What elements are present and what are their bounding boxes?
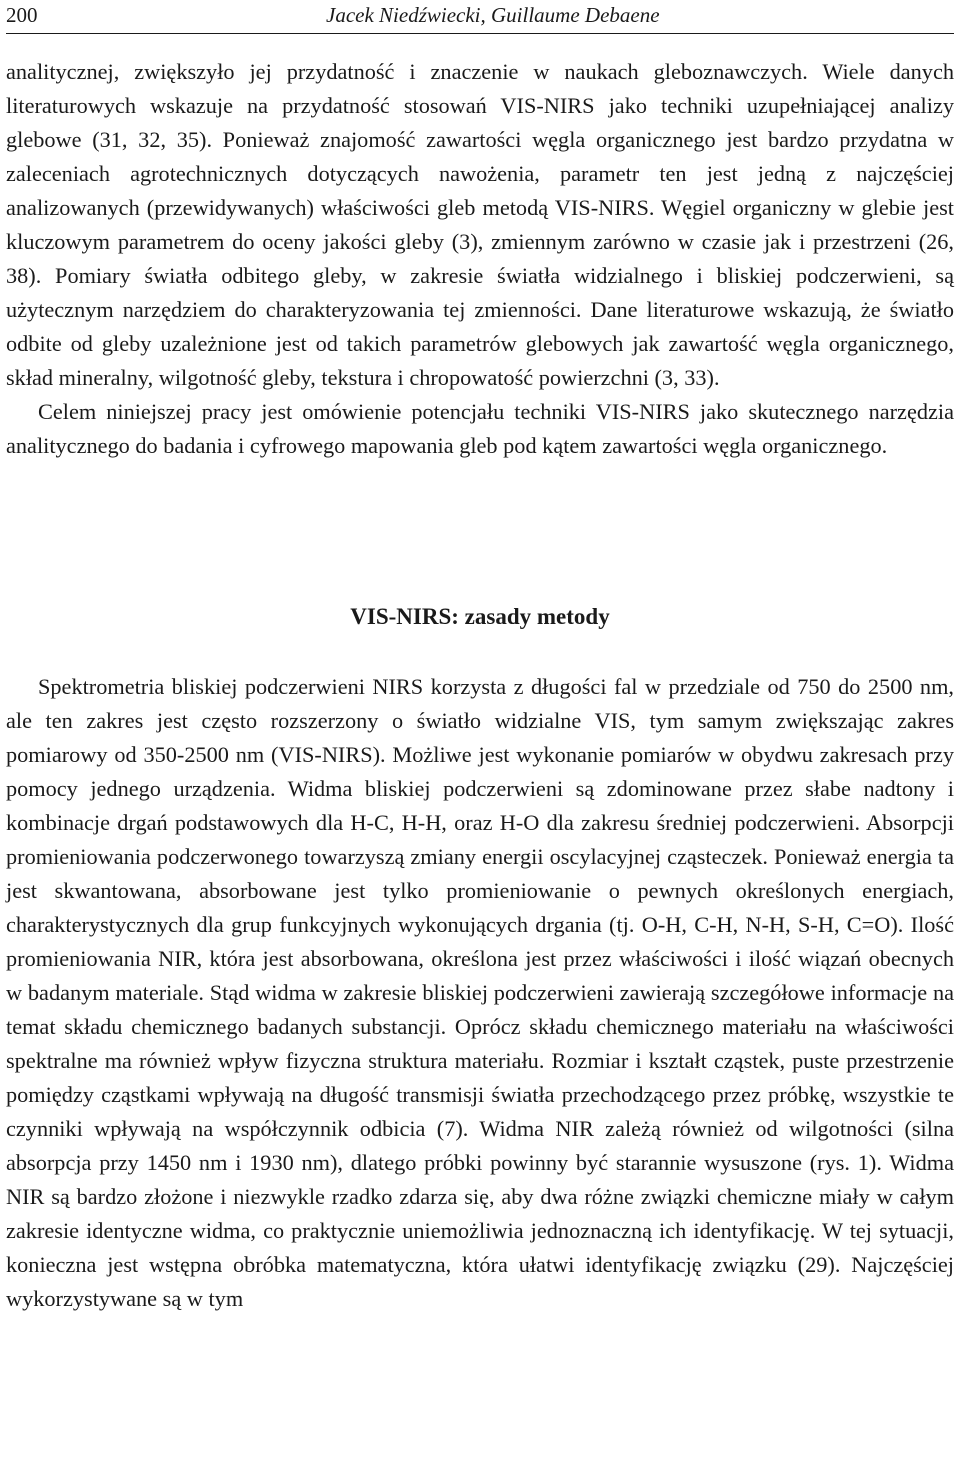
running-head-authors: Jacek Niedźwiecki, Guillaume Debaene xyxy=(326,3,660,27)
header-rule xyxy=(6,33,954,34)
section-heading: VIS-NIRS: zasady metody xyxy=(350,604,610,629)
intro-text-block xyxy=(6,55,954,463)
running-head xyxy=(6,0,954,30)
section-paragraph-1: Spektrometria bliskiej podczerwieni NIRS korzysta z długości fal w przedziale od 750 do 2500 nm, ale ten zakres jest często rozszerzony o światło widzialne VIS, tym samym zwiększając zakres pomiarowy od 350-2500 nm (VIS-NIRS). Możliwe jest wykonanie pomiarów w obydwu zakresach przy pomocy jednego urządzenia. Widma bliskiej podczerwieni są zdominowane przez słabe nadtony i kombinacje drgań podstawowych dla H-C, H-H, oraz H-O dla zakresu średniej podczerwieni. Absorpcji promieniowania podczerwonego towarzyszą zmiany energii oscylacyjnej cząsteczek. Ponieważ energia ta jest skwantowana, absorbowane jest tylko promieniowanie o pewnych określonych energiach, charakterystycznych dla grup funkcyjnych wykonujących drgania (tj. O-H, C-H, N-H, S-H, C=O). Ilość promieniowania NIR, która jest absorbowana, określona jest przez właściwości i ilość wiązań obecnych w badanym materiale. Stąd widma w zakresie bliskiej podczerwieni zawierają szczegółowe informacje na temat składu chemicznego badanych substancji. Oprócz składu chemicznego materiału na właściwości spektralne ma również wpływ fizyczna struktura materiału. Rozmiar i kształt cząstek, puste przestrzenie pomiędzy cząstkami wpływają na długość transmisji światła przechodzącego przez próbkę, wszystkie te czynniki wpływają na współczynnik odbicia (7). Widma NIR zależą również od wilgotności (silna absorpcja przy 1450 nm i 1930 nm), dlatego próbki powinny być starannie wysuszone (rys. 1). Widma NIR są bardzo złożone i niezwykle rzadko zdarza się, aby dwa różne związki chemiczne miały w całym zakresie identyczne widma, co praktycznie uniemożliwia jednoznaczną ich identyfikację. W tej sytuacji, konieczna jest wstępna obróbka matematyczna, która ułatwi identyfikację związku (29). Najczęściej wykorzystywane są w tym xyxy=(6,674,954,1311)
intro-paragraph-1: analitycznej, zwiększyło jej przydatność i znaczenie w naukach gleboznawczych. Wiele danych literaturowych wskazuje na przydatność stosowań VIS-NIRS jako techniki uzupełniającej analizy glebowe (31, 32, 35). Ponieważ znajomość zawartości węgla organicznego jest bardzo przydatna w zaleceniach agrotechnicznych dotyczących nawożenia, parametr ten jest jedną z najczęściej analizowanych (przewidywanych) właściwości gleb metodą VIS-NIRS. Węgiel organiczny w glebie jest kluczowym parametrem do oceny jakości gleby (3), zmiennym zarówno w czasie jak i przestrzeni (26, 38). Pomiary światła odbitego gleby, w zakresie światła widzialnego i bliskiej podczerwieni, są użytecznym narzędziem do charakteryzowania tej zmienności. Dane literaturowe wskazują, że światło odbite od gleby uzależnione jest od takich parametrów glebowych jak zawartość węgla organicznego, skład mineralny, wilgotność gleby, tekstura i chropowatość powierzchni (3, 33). xyxy=(6,59,954,390)
intro-paragraph-2: Celem niniejszej pracy jest omówienie potencjału techniki VIS-NIRS jako skutecznego narzędzia analitycznego do badania i cyfrowego mapowania gleb pod kątem zawartości węgla organicznego. xyxy=(6,399,954,458)
page-number: 200 xyxy=(6,3,38,27)
section-text-block xyxy=(6,670,954,1316)
